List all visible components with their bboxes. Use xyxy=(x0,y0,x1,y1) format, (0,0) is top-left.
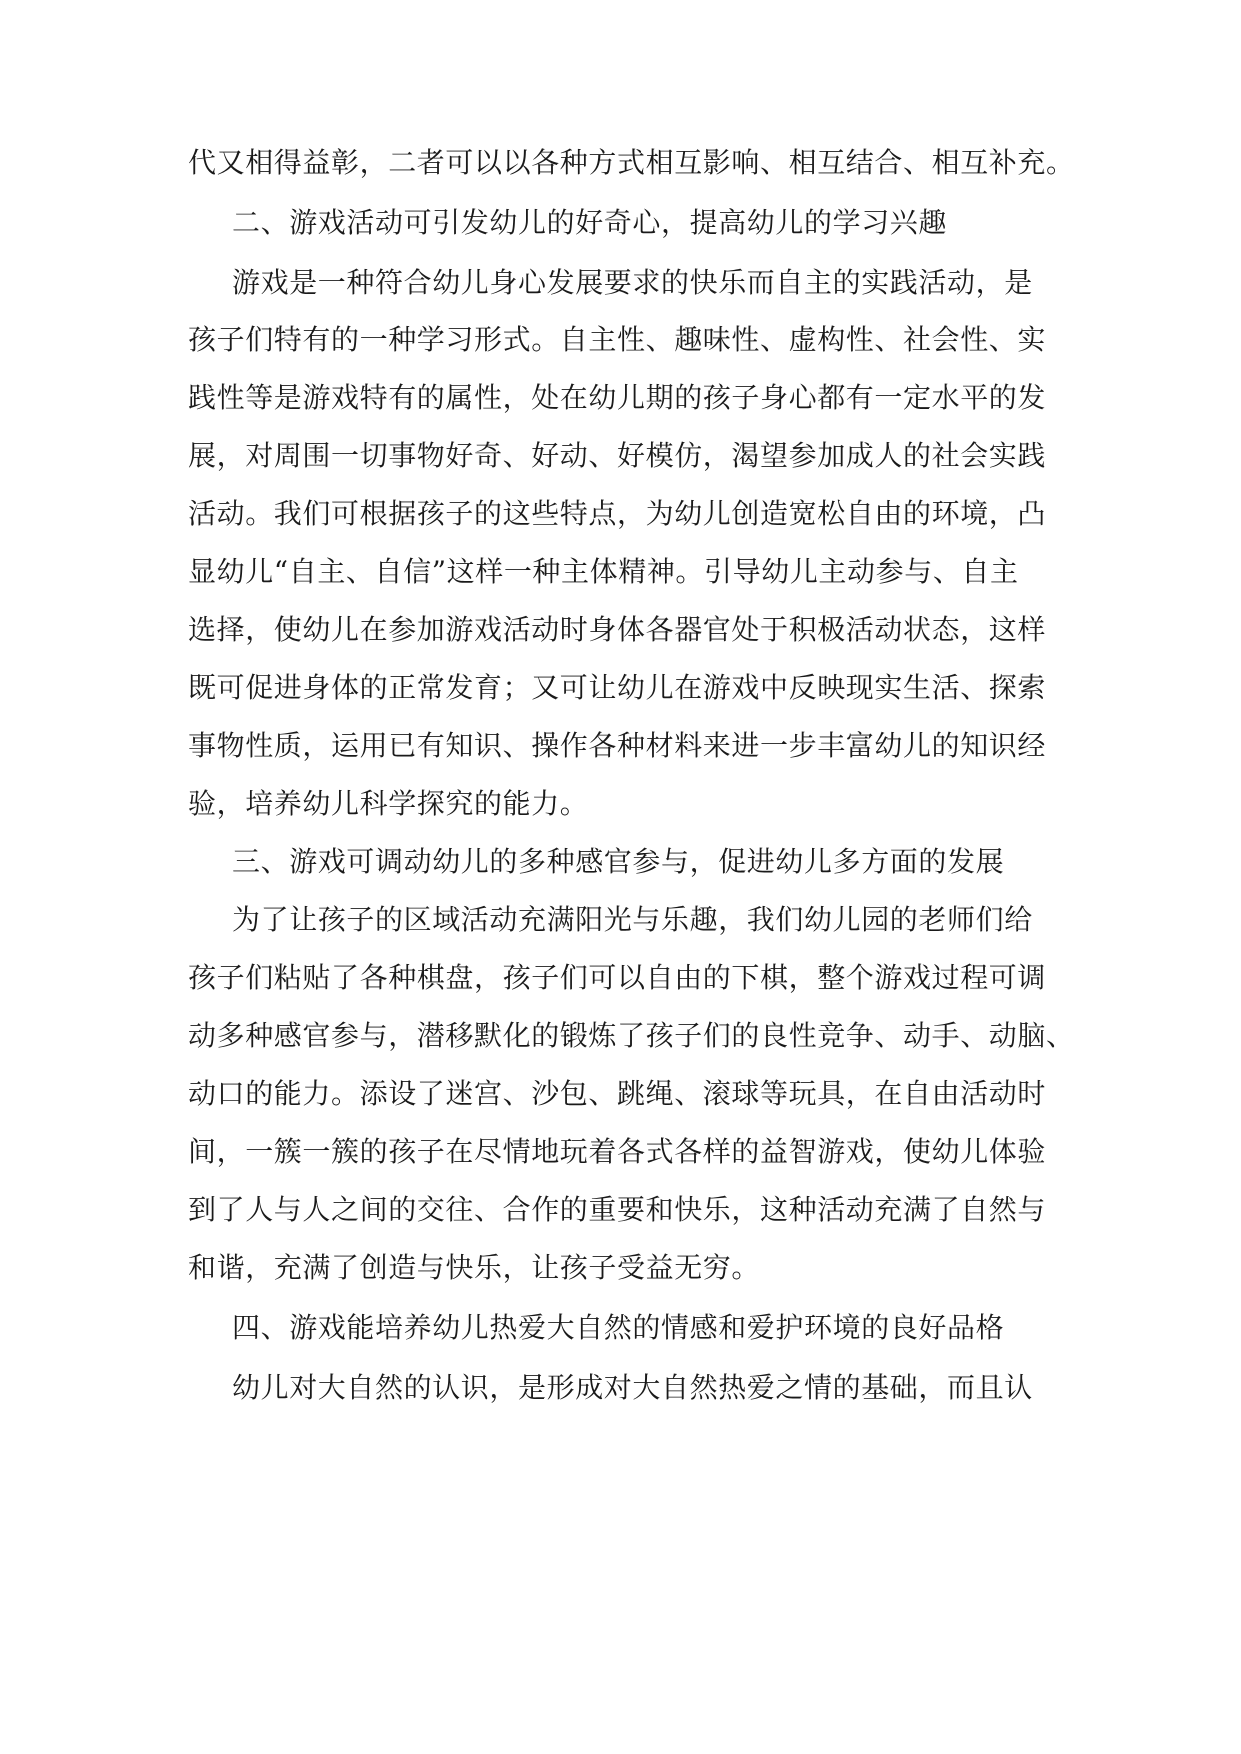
paragraph-start: 为了让孩子的区域活动充满阳光与乐趣，我们幼儿园的老师们给 xyxy=(232,903,1033,936)
text-line: 代又相得益彰，二者可以以各种方式相互影响、相互结合、相互补充。 xyxy=(188,146,1075,179)
section-heading: 四、游戏能培养幼儿热爱大自然的情感和爱护环境的良好品格 xyxy=(232,1311,1005,1344)
section-heading: 三、游戏可调动幼儿的多种感官参与，促进幼儿多方面的发展 xyxy=(232,845,1005,878)
text-line: 孩子们特有的一种学习形式。自主性、趣味性、虚构性、社会性、实 xyxy=(188,323,1047,356)
paragraph-start: 游戏是一种符合幼儿身心发展要求的快乐而自主的实践活动，是 xyxy=(232,266,1033,299)
text-line: 动多种感官参与，潜移默化的锻炼了孩子们的良性竞争、动手、动脑、 xyxy=(188,1019,1075,1052)
text-line: 间，一簇一簇的孩子在尽情地玩着各式各样的益智游戏，使幼儿体验 xyxy=(188,1135,1047,1168)
section-heading: 二、游戏活动可引发幼儿的好奇心，提高幼儿的学习兴趣 xyxy=(232,206,948,239)
text-line: 到了人与人之间的交往、合作的重要和快乐，这种活动充满了自然与 xyxy=(188,1193,1047,1226)
text-line: 孩子们粘贴了各种棋盘，孩子们可以自由的下棋，整个游戏过程可调 xyxy=(188,961,1047,994)
text-line: 践性等是游戏特有的属性，处在幼儿期的孩子身心都有一定水平的发 xyxy=(188,381,1047,414)
text-line: 既可促进身体的正常发育；又可让幼儿在游戏中反映现实生活、探索 xyxy=(188,671,1047,704)
text-line: 显幼儿“自主、自信”这样一种主体精神。引导幼儿主动参与、自主 xyxy=(188,555,1019,588)
text-line: 验，培养幼儿科学探究的能力。 xyxy=(188,787,589,820)
text-line: 展，对周围一切事物好奇、好动、好模仿，渴望参加成人的社会实践 xyxy=(188,439,1047,472)
text-line: 和谐，充满了创造与快乐，让孩子受益无穷。 xyxy=(188,1251,761,1284)
text-line: 动口的能力。添设了迷宫、沙包、跳绳、滚球等玩具，在自由活动时 xyxy=(188,1077,1047,1110)
text-line: 选择，使幼儿在参加游戏活动时身体各器官处于积极活动状态，这样 xyxy=(188,613,1047,646)
text-line: 活动。我们可根据孩子的这些特点，为幼儿创造宽松自由的环境，凸 xyxy=(188,497,1047,530)
paragraph-start: 幼儿对大自然的认识，是形成对大自然热爱之情的基础，而且认 xyxy=(232,1371,1033,1404)
text-line: 事物性质，运用已有知识、操作各种材料来进一步丰富幼儿的知识经 xyxy=(188,729,1047,762)
